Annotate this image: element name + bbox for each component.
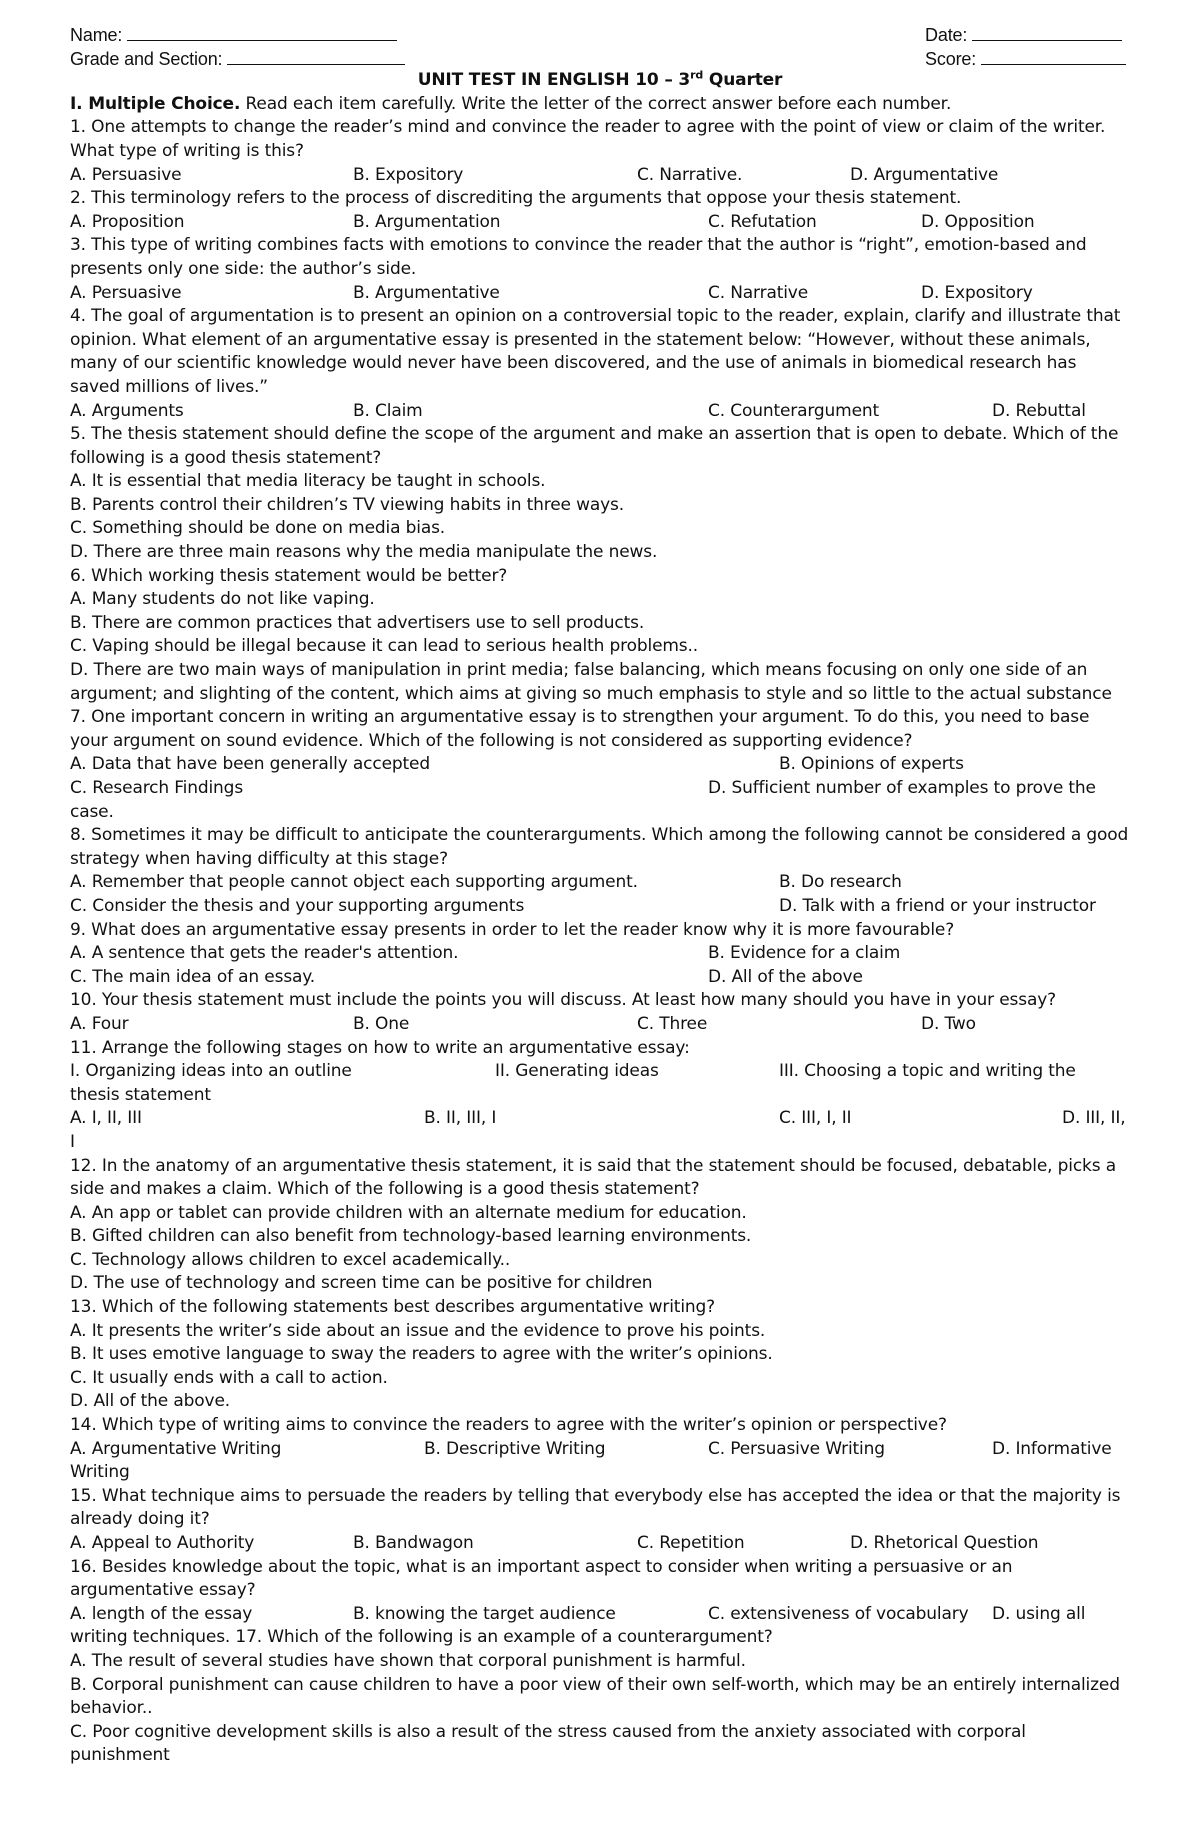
options-row [70, 211, 1130, 235]
option-b[interactable]: B. Argumentation [353, 211, 501, 232]
option-d[interactable]: D. III, II, [1062, 1108, 1126, 1129]
option-d[interactable]: D. Opposition [921, 211, 1035, 232]
grade-label: Grade and Section: [70, 48, 223, 69]
stage-2: II. Generating ideas [495, 1061, 659, 1082]
options-row [70, 282, 1130, 306]
option-d[interactable]: D. Two [921, 1013, 976, 1034]
option-c[interactable]: C. It usually ends with a call to action. [70, 1367, 388, 1388]
options-row [70, 400, 1130, 424]
option-a[interactable]: A. Persuasive [70, 164, 182, 185]
question-stem: 6. Which working thesis statement would be better? [70, 565, 508, 586]
option-a[interactable]: A. I, II, III [70, 1108, 142, 1129]
question-stem: 7. One important concern in writing an argumentative essay is to strengthen your argument. To do this, you need to base your argument on sound evidence. Which of the following is not considered as supporting evidence? [70, 707, 1090, 751]
options-row [70, 1603, 1130, 1627]
option-d[interactable]: D. The use of technology and screen time can be positive for children [70, 1273, 653, 1294]
stages-row [70, 1060, 1130, 1084]
options-row [70, 942, 1130, 966]
option-d[interactable]: D. Informative [992, 1438, 1112, 1459]
question-stem: 2. This terminology refers to the process of discrediting the arguments that oppose your thesis statement. [70, 188, 962, 209]
option-c[interactable]: C. III, I, II [779, 1108, 852, 1129]
option-c[interactable]: C. Refutation [708, 211, 817, 232]
option-a[interactable]: A. Appeal to Authority [70, 1533, 255, 1553]
option-d[interactable]: D. using all [992, 1603, 1086, 1624]
header-row-name-date [70, 24, 1130, 48]
option-c[interactable]: C. Counterargument [708, 400, 880, 421]
question-stem: 9. What does an argumentative essay presents in order to let the reader know why it is more favourable? [70, 919, 955, 940]
option-c[interactable]: C. Repetition [637, 1533, 745, 1553]
option-d-continuation: case. [70, 801, 114, 822]
option-c[interactable]: C. The main idea of an essay. [70, 966, 316, 987]
option-b[interactable]: B. Do research [779, 872, 902, 893]
option-c[interactable]: C. Vaping should be illegal because it can lead to serious health problems.. [70, 636, 699, 657]
score-blank[interactable] [981, 49, 1126, 65]
option-d[interactable]: D. Sufficient number of examples to prove the [708, 778, 1096, 798]
stage-1: I. Organizing ideas into an outline [70, 1061, 352, 1082]
question-stem: 5. The thesis statement should define the scope of the argument and make an assertion that is open to debate. Which of the following is a good thesis statement? [70, 424, 1119, 468]
option-b[interactable]: B. Argumentative [353, 282, 500, 303]
header-row-grade-score [70, 48, 1130, 72]
option-a[interactable]: A. Argumentative Writing [70, 1438, 282, 1459]
option-a[interactable]: A. Proposition [70, 211, 185, 232]
options-row [70, 1438, 1130, 1462]
option-c[interactable]: C. Poor cognitive development skills is also a result of the stress caused from the anxiety associated with corporal punishment [70, 1721, 1026, 1766]
option-d-continuation-and-q17-stem: writing techniques. 17. Which of the following is an example of a counterargument? [70, 1627, 773, 1648]
question-stem: 8. Sometimes it may be difficult to anticipate the counterarguments. Which among the following cannot be considered a good strategy when having difficulty at this stage? [70, 825, 1129, 869]
option-a[interactable]: A. Arguments [70, 400, 184, 421]
options-row [70, 966, 1130, 990]
option-b[interactable]: B. Expository [353, 164, 464, 185]
question-stem: 4. The goal of argumentation is to present an opinion on a controversial topic to the reader, explain, clarify and illustrate that opinion. What element of an argumentative essay is presented in the statement below: “However, without these animals, many of our scientific knowledge would never have been discovered, and the use of animals in biomedical research has saved millions of lives.” [70, 306, 1121, 397]
options-row [70, 1532, 1130, 1556]
option-c[interactable]: C. Consider the thesis and your supporting arguments [70, 895, 525, 916]
options-row [70, 895, 1130, 919]
option-d[interactable]: D. There are three main reasons why the media manipulate the news. [70, 542, 658, 563]
option-b[interactable]: B. II, III, I [424, 1108, 497, 1129]
option-c[interactable]: C. extensiveness of vocabulary [708, 1603, 969, 1624]
option-d[interactable]: D. Rebuttal [992, 400, 1086, 421]
option-b[interactable]: B. It uses emotive language to sway the readers to agree with the writer’s opinions. [70, 1344, 773, 1365]
stage-3: III. Choosing a topic and writing the [779, 1061, 1076, 1082]
options-row [70, 753, 1130, 777]
instructions: I. Multiple Choice. Read each item carefully. Write the letter of the correct answer before each number. [70, 93, 952, 114]
option-b[interactable]: B. Evidence for a claim [708, 943, 901, 964]
option-b[interactable]: B. Bandwagon [353, 1533, 474, 1553]
option-a[interactable]: A. Remember that people cannot object each supporting argument. [70, 872, 638, 893]
question-stem: 13. Which of the following statements best describes argumentative writing? [70, 1297, 716, 1318]
option-d-continuation: Writing [70, 1462, 130, 1483]
options-row [70, 1107, 1130, 1131]
option-a[interactable]: A. Persuasive [70, 282, 182, 303]
option-b[interactable]: B. Descriptive Writing [424, 1438, 606, 1459]
stage-3-continuation: thesis statement [70, 1084, 211, 1105]
option-b[interactable]: B. knowing the target audience [353, 1603, 616, 1624]
option-b[interactable]: B. Claim [353, 400, 423, 421]
option-c[interactable]: C. Something should be done on media bias. [70, 518, 446, 539]
question-stem: 14. Which type of writing aims to convince the readers to agree with the writer’s opinion or perspective? [70, 1415, 947, 1436]
option-c[interactable]: C. Technology allows children to excel academically.. [70, 1249, 511, 1270]
option-a[interactable]: A. An app or tablet can provide children with an alternate medium for education. [70, 1202, 747, 1223]
option-a[interactable]: A. Data that have been generally accepted [70, 754, 430, 775]
question-stem: 12. In the anatomy of an argumentative thesis statement, it is said that the statement should be focused, debatable, picks a side and makes a claim. Which of the following is a good thesis statement? [70, 1155, 1116, 1200]
options-row [70, 1013, 1130, 1037]
date-blank[interactable] [972, 25, 1122, 41]
option-d-continuation: I [70, 1131, 75, 1152]
option-b[interactable]: B. Gifted children can also benefit from technology-based learning environments. [70, 1226, 752, 1247]
option-c[interactable]: C. Three [637, 1013, 708, 1034]
name-blank[interactable] [127, 25, 397, 41]
option-a[interactable]: A. Many students do not like vaping. [70, 589, 375, 610]
question-stem: 3. This type of writing combines facts with emotions to convince the reader that the author is “right”, emotion-based and presents only one side: the author’s side. [70, 235, 1087, 279]
option-d[interactable]: D. Argumentative [850, 164, 999, 185]
option-c[interactable]: C. Narrative [708, 282, 809, 303]
question-stem: 15. What technique aims to persuade the readers by telling that everybody else has accepted the idea or that the majority is already doing it? [70, 1485, 1121, 1530]
option-d[interactable]: D. Expository [921, 282, 1033, 303]
option-d[interactable]: D. Rhetorical Question [850, 1533, 1039, 1553]
option-a[interactable]: A. It is essential that media literacy be taught in schools. [70, 471, 546, 492]
question-stem: 10. Your thesis statement must include the points you will discuss. At least how many should you have in your essay? [70, 990, 1057, 1011]
option-a[interactable]: A. length of the essay [70, 1603, 253, 1624]
question-stem: 11. Arrange the following stages on how to write an argumentative essay: [70, 1037, 690, 1058]
question-stem: 1. One attempts to change the reader’s mind and convince the reader to agree with the point of view or claim of the writer. What type of writing is this? [70, 117, 1106, 161]
option-d[interactable]: D. All of the above [708, 966, 863, 987]
option-b[interactable]: B. Corporal punishment can cause children to have a poor view of their own self-worth, which may be an entirely internalized behavior.. [70, 1674, 1120, 1719]
option-a[interactable]: A. A sentence that gets the reader's attention. [70, 943, 459, 964]
option-b[interactable]: B. Parents control their children’s TV viewing habits in three ways. [70, 494, 624, 515]
option-b[interactable]: B. Opinions of experts [779, 754, 964, 775]
option-d[interactable]: D. There are two main ways of manipulation in print media; false balancing, which means focusing on only one side of an argument; and slighting of the content, which aims at giving so much emphasis to style and so little to the actual substance [70, 660, 1112, 704]
grade-blank[interactable] [227, 49, 405, 65]
option-d[interactable]: D. Talk with a friend or your instructor [779, 895, 1096, 916]
option-b[interactable]: B. One [353, 1013, 410, 1034]
page-title: UNIT TEST IN ENGLISH 10 – 3rd Quarter [417, 68, 783, 91]
options-row [70, 871, 1130, 895]
options-row [70, 777, 1130, 801]
option-c[interactable]: C. Persuasive Writing [708, 1438, 885, 1459]
option-b[interactable]: B. There are common practices that advertisers use to sell products. [70, 612, 645, 633]
date-label: Date: [925, 25, 968, 45]
option-c[interactable]: C. Narrative. [637, 164, 743, 185]
score-label: Score: [925, 48, 977, 69]
option-a[interactable]: A. The result of several studies have shown that corporal punishment is harmful. [70, 1650, 746, 1671]
question-stem: 16. Besides knowledge about the topic, what is an important aspect to consider when writing a persuasive or an argumentative essay? [70, 1556, 1013, 1601]
options-row [70, 164, 1130, 188]
option-a[interactable]: A. Four [70, 1013, 129, 1034]
option-a[interactable]: A. It presents the writer’s side about an issue and the evidence to prove his points. [70, 1320, 766, 1341]
name-label: Name: [70, 25, 123, 45]
option-c[interactable]: C. Research Findings [70, 778, 244, 798]
option-d[interactable]: D. All of the above. [70, 1391, 231, 1412]
